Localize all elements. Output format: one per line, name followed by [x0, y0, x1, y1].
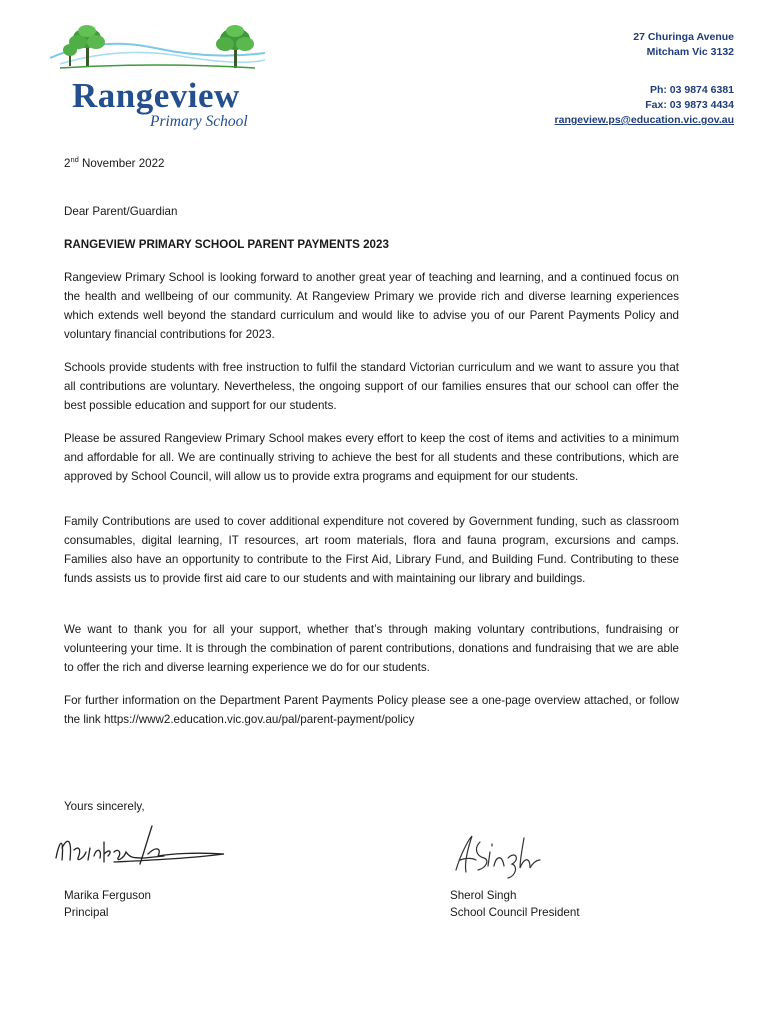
signatory-title: Principal — [64, 906, 109, 919]
phone: Ph: 03 9874 6381 — [649, 84, 734, 96]
address-line-2: Mitcham Vic 3132 — [646, 46, 734, 58]
school-name: Rangeview — [72, 76, 240, 115]
fax: Fax: 03 9873 4434 — [645, 99, 734, 111]
salutation: Dear Parent/Guardian — [64, 205, 178, 218]
paragraph-4: Family Contributions are used to cover additional expenditure not covered by Government funding, such as classroom consumables, digital learning, IT resources, art room materials, flora and fauna program, excursions and camps. Families also have an opportunity to contribute to the First Aid, Library Fund, and Building Fund. Contributing to these funds assists us to provide first aid care to our students and with maintaining our library and buildings. — [64, 515, 679, 585]
address-line-1: 27 Churinga Avenue — [633, 31, 734, 43]
paragraph-2: Schools provide students with free instruction to fulfil the standard Victorian curriculum and we want to assure you that all contributions are voluntary. Nevertheless, the ongoing support of our families ensures that our school can offer the best possible education and support for our students. — [64, 361, 679, 412]
signatory-ferguson — [64, 887, 151, 921]
school-logo — [40, 18, 270, 128]
paragraph-6: For further information on the Department Parent Payments Policy please see a one-page overview attached, or follow the link https://www2.education.vic.gov.au/pal/parent-payment/policy — [64, 694, 679, 726]
signatory-title: School Council President — [450, 906, 580, 919]
contact-block — [474, 30, 734, 128]
letter-date — [64, 154, 679, 173]
date-day: 2 — [64, 157, 71, 170]
signature-singh-image — [446, 826, 556, 881]
email-link[interactable]: rangeview.ps@education.vic.gov.au — [554, 114, 734, 126]
paragraph-3: Please be assured Rangeview Primary School makes every effort to keep the cost of items and activities to a minimum and affordable for all. We are continually striving to achieve the best for all students and these contributions, which are approved by School Council, will allow us to provide extra programs and equipment for our students. — [64, 432, 679, 483]
date-suffix: nd — [70, 155, 79, 165]
letter-heading: RANGEVIEW PRIMARY SCHOOL PARENT PAYMENTS 2023 — [64, 238, 389, 251]
school-subtitle: Primary School — [150, 113, 248, 130]
signatory-name: Sherol Singh — [450, 889, 517, 902]
paragraph-1: Rangeview Primary School is looking forward to another great year of teaching and learning, and a continued focus on the health and wellbeing of our community. At Rangeview Primary we provide rich and diverse learning experiences which extends well beyond the standard curriculum and would like to advise you of our Parent Payments Policy and voluntary financial contributions for 2023. — [64, 271, 679, 341]
closing: Yours sincerely, — [64, 800, 145, 813]
paragraph-5: We want to thank you for all your support, whether that’s through making voluntary contributions, fundraising or volunteering your time. It is through the combination of parent contributions, donations and fundraising that we are able to offer the rich and diverse learning experience we do for our students. — [64, 623, 679, 674]
signature-ferguson-image — [44, 818, 234, 878]
signatory-singh — [450, 887, 580, 921]
date-rest: November 2022 — [78, 157, 165, 170]
signatory-name: Marika Ferguson — [64, 889, 151, 902]
